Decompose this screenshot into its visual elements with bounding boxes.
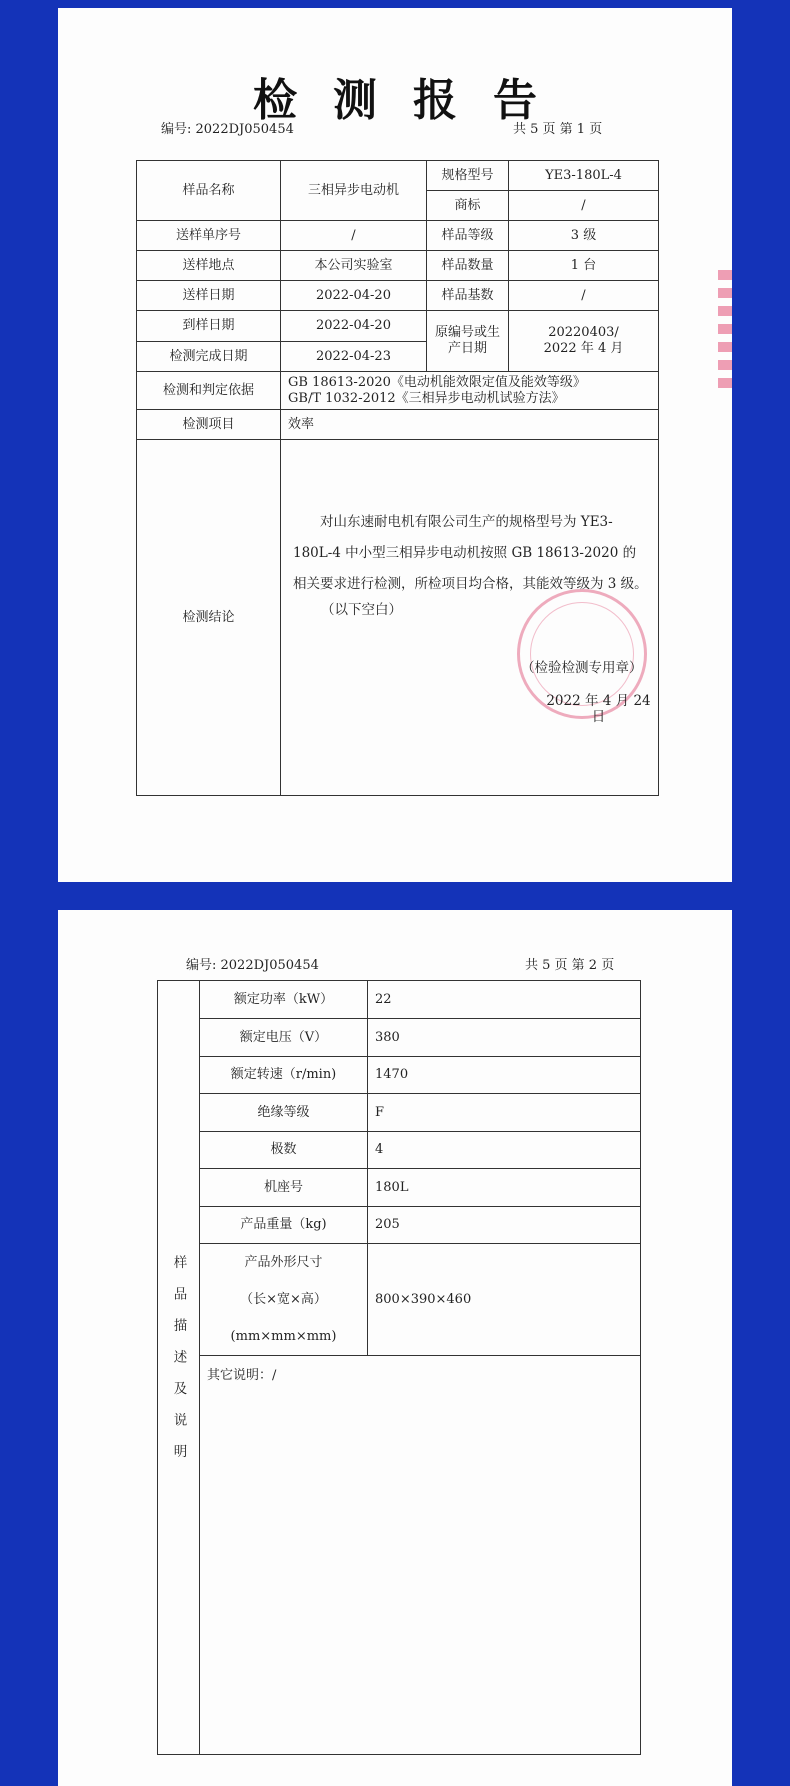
- grade-label: 样品等级: [427, 221, 509, 251]
- orig-value: [509, 311, 659, 372]
- spec-value: 180L: [368, 1169, 641, 1207]
- side-seal-mark: [718, 270, 732, 396]
- spec-value: 205: [368, 1207, 641, 1244]
- conclusion-blank-note: （以下空白）: [321, 601, 402, 618]
- spec-label: 绝缘等级: [200, 1094, 368, 1132]
- item-label: 检测项目: [137, 410, 281, 440]
- send-date-value: 2022-04-20: [281, 281, 427, 311]
- order-label: 送样单序号: [137, 221, 281, 251]
- finish-date-label: 检测完成日期: [137, 342, 281, 372]
- dimension-value: 800×390×460: [368, 1244, 641, 1356]
- spec-label: 机座号: [200, 1169, 368, 1207]
- spec-value: 22: [368, 981, 641, 1019]
- basis-value-line-2: GB/T 1032-2012《三相异步电动机试验方法》: [288, 390, 565, 406]
- dimension-label-line-3: (mm×mm×mm): [230, 1329, 337, 1344]
- page-indicator: 共 5 页 第 1 页: [513, 122, 603, 137]
- stamp-label: （检验检测专用章）: [521, 659, 643, 676]
- side-label: 样品描述及说明: [170, 1254, 187, 1476]
- basis-value: [281, 372, 659, 410]
- model-value: YE3-180L-4: [509, 161, 659, 191]
- report-info-table: [136, 160, 659, 796]
- spec-value: 380: [368, 1019, 641, 1057]
- orig-value-line-2: 2022 年 4 月: [543, 341, 624, 356]
- basis-value-line-1: GB 18613-2020《电动机能效限定值及能效等级》: [288, 374, 586, 390]
- qty-label: 样品数量: [427, 251, 509, 281]
- orig-value-line-1: 20220403/: [548, 325, 619, 340]
- base-value: /: [509, 281, 659, 311]
- place-value: 本公司实验室: [281, 251, 427, 281]
- spec-value: 1470: [368, 1057, 641, 1094]
- dimension-label: [200, 1244, 368, 1356]
- side-label-cell: [158, 981, 200, 1755]
- report-title: 检测报告: [253, 75, 573, 126]
- basis-label: 检测和判定依据: [137, 372, 281, 410]
- conclusion-text: 对山东速耐电机有限公司生产的规格型号为 YE3-180L-4 中小型三相异步电动机按照 GB 18613-2020 的相关要求进行检测，所检项目均合格，其能效等级为 3 级。: [293, 513, 648, 592]
- report-page-2: [58, 910, 732, 1786]
- sample-description-table: [157, 980, 641, 1755]
- qty-value: 1 台: [509, 251, 659, 281]
- trademark-label: 商标: [427, 191, 509, 221]
- order-value: /: [281, 221, 427, 251]
- dimension-label-line-1: 产品外形尺寸: [244, 1255, 323, 1270]
- report-number: 编号: 2022DJ050454: [161, 122, 294, 137]
- stamp-date: 2022 年 4 月 24 日: [546, 692, 651, 725]
- spec-label: 额定电压（V）: [200, 1019, 368, 1057]
- spec-value: 4: [368, 1132, 641, 1169]
- report-page-1: [58, 8, 732, 882]
- spec-value: F: [368, 1094, 641, 1132]
- grade-value: 3 级: [509, 221, 659, 251]
- conclusion-cell: [281, 440, 659, 796]
- finish-date-value: 2022-04-23: [281, 342, 427, 372]
- conclusion-label: 检测结论: [137, 440, 281, 796]
- arrive-date-label: 到样日期: [137, 311, 281, 342]
- sample-name-value: 三相异步电动机: [281, 161, 427, 221]
- spec-label: 额定功率（kW）: [200, 981, 368, 1019]
- dimension-label-line-2: （长×宽×高）: [240, 1292, 327, 1307]
- spec-label: 产品重量（kg): [200, 1207, 368, 1244]
- report-number-2: 编号: 2022DJ050454: [186, 958, 319, 973]
- orig-label: 原编号或生产日期: [427, 311, 509, 372]
- spec-label: 额定转速（r/min): [200, 1057, 368, 1094]
- page-indicator-2: 共 5 页 第 2 页: [525, 958, 615, 973]
- send-date-label: 送样日期: [137, 281, 281, 311]
- arrive-date-value: 2022-04-20: [281, 311, 427, 342]
- base-label: 样品基数: [427, 281, 509, 311]
- model-label: 规格型号: [427, 161, 509, 191]
- sample-name-label: 样品名称: [137, 161, 281, 221]
- spec-label: 极数: [200, 1132, 368, 1169]
- other-notes: 其它说明：/: [200, 1356, 641, 1755]
- trademark-value: /: [509, 191, 659, 221]
- item-value: 效率: [281, 410, 659, 440]
- place-label: 送样地点: [137, 251, 281, 281]
